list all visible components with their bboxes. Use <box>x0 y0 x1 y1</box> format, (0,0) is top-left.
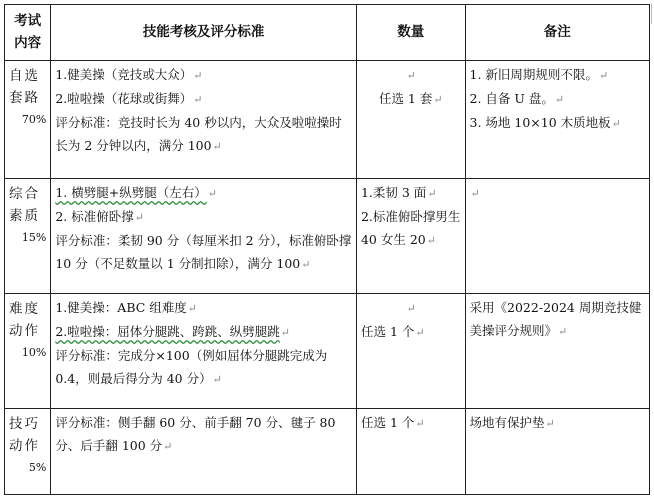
standard-line: 2.啦啦操：屈体分腿跳、跨跳、纵劈腿跳↵ <box>55 324 291 339</box>
standard-cell <box>51 179 357 294</box>
standard-line: 评分标准：完成分×100（例如屈体分腿跳完成为 0.4，则最后得分为 40 分）↵ <box>55 348 328 386</box>
notes-line: 2. 自备 U 盘。↵ <box>469 91 565 106</box>
quantity-cell <box>356 294 465 409</box>
quantity-cell <box>356 409 465 495</box>
quantity-line: 任选 1 套↵ <box>378 91 443 106</box>
category-cell: 自选套路 70% <box>5 61 51 179</box>
exam-table <box>4 4 650 495</box>
standard-line: 2. 标准俯卧撑↵ <box>55 209 144 224</box>
standard-cell <box>51 61 357 179</box>
percent-label: 15% <box>21 231 47 244</box>
notes-cell <box>465 61 649 179</box>
percent-label: 5% <box>28 461 47 474</box>
category-cell: 难度动作 10% <box>5 294 51 409</box>
notes-line: 场地有保护垫↵ <box>469 415 555 430</box>
notes-cell <box>465 409 649 495</box>
header-notes: 备注 <box>465 5 649 61</box>
table-row <box>5 409 650 495</box>
header-standard: 技能考核及评分标准 <box>51 5 357 61</box>
notes-cell <box>465 294 649 409</box>
quantity-line: ↵ <box>406 302 416 315</box>
standard-cell <box>51 294 357 409</box>
header-content: 考试内容 <box>5 5 51 61</box>
quantity-line: 任选 1 个↵ <box>360 415 425 430</box>
standard-cell <box>51 409 357 495</box>
quantity-cell <box>356 61 465 179</box>
notes-line: 采用《2022-2024 周期竞技健美操评分规则》↵ <box>469 300 642 338</box>
standard-line: 1. 横劈腿+纵劈腿（左右）↵ <box>55 185 217 200</box>
table-row <box>5 61 650 179</box>
quantity-line: 1.柔韧 3 面↵ <box>360 185 437 200</box>
standard-line: 1.健美操：ABC 组难度↵ <box>55 300 197 315</box>
quantity-line: ↵ <box>406 69 416 82</box>
standard-line: 评分标准：竞技时长为 40 秒以内，大众及啦啦操时长为 2 分钟以内，满分 100↵ <box>55 115 342 153</box>
category-cell: 综合素质 15% <box>5 179 51 294</box>
header-row <box>5 5 650 61</box>
notes-cell <box>465 179 649 294</box>
percent-label: 10% <box>21 346 47 359</box>
header-quantity: 数量 <box>356 5 465 61</box>
notes-line: 3. 场地 10×10 木质地板↵ <box>469 115 621 130</box>
standard-line: 评分标准：侧手翻 60 分、前手翻 70 分、毽子 80 分、后手翻 100 分↵ <box>55 415 336 453</box>
quantity-cell <box>356 179 465 294</box>
standard-line: 2.啦啦操（花球或街舞）↵ <box>55 91 203 106</box>
quantity-line: 2.标准俯卧撑男生 40 女生 20↵ <box>360 209 461 247</box>
notes-line: 1. 新旧周期规则不限。↵ <box>469 67 609 82</box>
percent-label: 70% <box>21 113 47 126</box>
table-row <box>5 179 650 294</box>
table-row <box>5 294 650 409</box>
notes-line: ↵ <box>470 187 480 200</box>
category-cell: 技巧动作 5% <box>5 409 51 495</box>
standard-line: 评分标准：柔韧 90 分（每厘米扣 2 分），标准俯卧撑 10 分（不足数量以 1 分制扣除），满分 100↵ <box>55 233 352 271</box>
quantity-line: 任选 1 个↵ <box>360 324 425 339</box>
standard-line: 1.健美操（竞技或大众）↵ <box>55 67 203 82</box>
